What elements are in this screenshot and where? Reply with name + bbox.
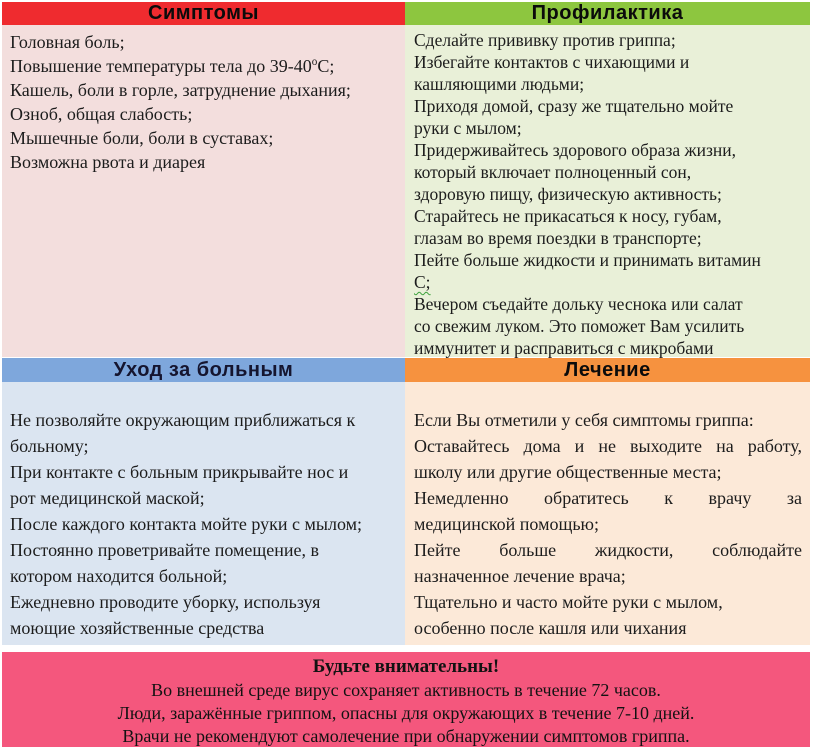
text-line: моющие хозяйственные средства [10,618,265,638]
text-line: Оставайтесь дома и не выходите на работу, [414,436,802,456]
text-line: рот медицинской маской; [10,488,205,508]
care-header: Уход за больным [2,358,405,382]
text-line: Возможна рвота и диарея [10,152,206,172]
quadrant-prevention [405,2,810,357]
bottom-row [2,358,810,645]
symptoms-header: Симптомы [2,2,405,25]
text-line: здоровую пищу, физическую активность; [414,184,722,204]
text-line: особенно после кашля или чихания [414,618,687,638]
prevention-header: Профилактика [405,2,810,25]
text-line: котором находится больной; [10,566,228,586]
text-line: Кашель, боли в горле, затруднение дыхания; [10,80,351,100]
text-line: Пейте больше жидкости и принимать витамин [414,250,761,270]
treatment-body [405,382,810,645]
text-line: Немедленно обратитесь к врачу за [414,488,802,508]
text-line: Сделайте прививку против гриппа; [414,30,676,50]
text-line: Избегайте контактов с чихающими и [414,52,690,72]
text-line: назначенное лечение врача; [414,566,626,586]
warning-banner-lines [2,679,810,748]
text-line: При контакте с больным прикрывайте нос и [10,462,349,482]
care-body [2,382,405,645]
text-line: Люди, заражённые гриппом, опасны для окружающих в течение 7-10 дней. [117,703,695,723]
text-line: Не позволяйте окружающим приближаться к [10,410,356,430]
warning-banner-title: Будьте внимательны! [312,656,500,677]
text-line: школу или другие общественные места; [414,462,722,482]
text-line: После каждого контакта мойте руки с мылом; [10,514,363,534]
text-line: кашляющими людьми; [414,74,585,94]
text-line: больному; [10,436,89,456]
text-line: Старайтесь не прикасаться к носу, губам, [414,206,722,226]
quadrant-symptoms [2,2,405,357]
text-line: Головная боль; [10,32,125,52]
text-line: Озноб, общая слабость; [10,104,193,124]
text-line: со свежим луком. Это поможет Вам усилить [414,316,745,336]
text-line: Во внешней среде вирус сохраняет активность в течение 72 часов. [151,680,661,700]
quadrant-care [2,358,405,645]
text-line: Вечером съедайте дольку чеснока или салат [414,294,743,314]
text-line: иммунитет и расправиться с микробами [414,338,714,358]
text-line: который включает полноценный сон, [414,162,692,182]
text-line: Пейте больше жидкости, соблюдайте [414,540,802,560]
treatment-header: Лечение [405,358,810,382]
text-line: Тщательно и часто мойте руки с мылом, [414,592,723,612]
symptoms-body [2,25,405,357]
text-line: глазам во время поездки в транспорте; [414,228,702,248]
text-line: Постоянно проветривайте помещение, в [10,540,320,560]
quadrant-treatment [405,358,810,645]
text-line: Придерживайтесь здорового образа жизни, [414,140,736,160]
text-line: медицинской помощью; [414,514,599,534]
text-line: С; [414,272,431,292]
text-line: Если Вы отметили у себя симптомы гриппа: [414,410,754,430]
warning-banner [2,652,810,747]
text-line: Ежедневно проводите уборку, используя [10,592,321,612]
prevention-body [405,25,810,357]
text-line: Мышечные боли, боли в суставах; [10,128,274,148]
top-row [2,2,810,357]
text-line: руки с мылом; [414,118,522,138]
text-line: Врачи не рекомендуют самолечение при обнаружении симптомов гриппа. [122,726,690,746]
text-line: Приходя домой, сразу же тщательно мойте [414,96,734,116]
text-line: Повышение температуры тела до $39-40^оС$; [10,56,335,76]
